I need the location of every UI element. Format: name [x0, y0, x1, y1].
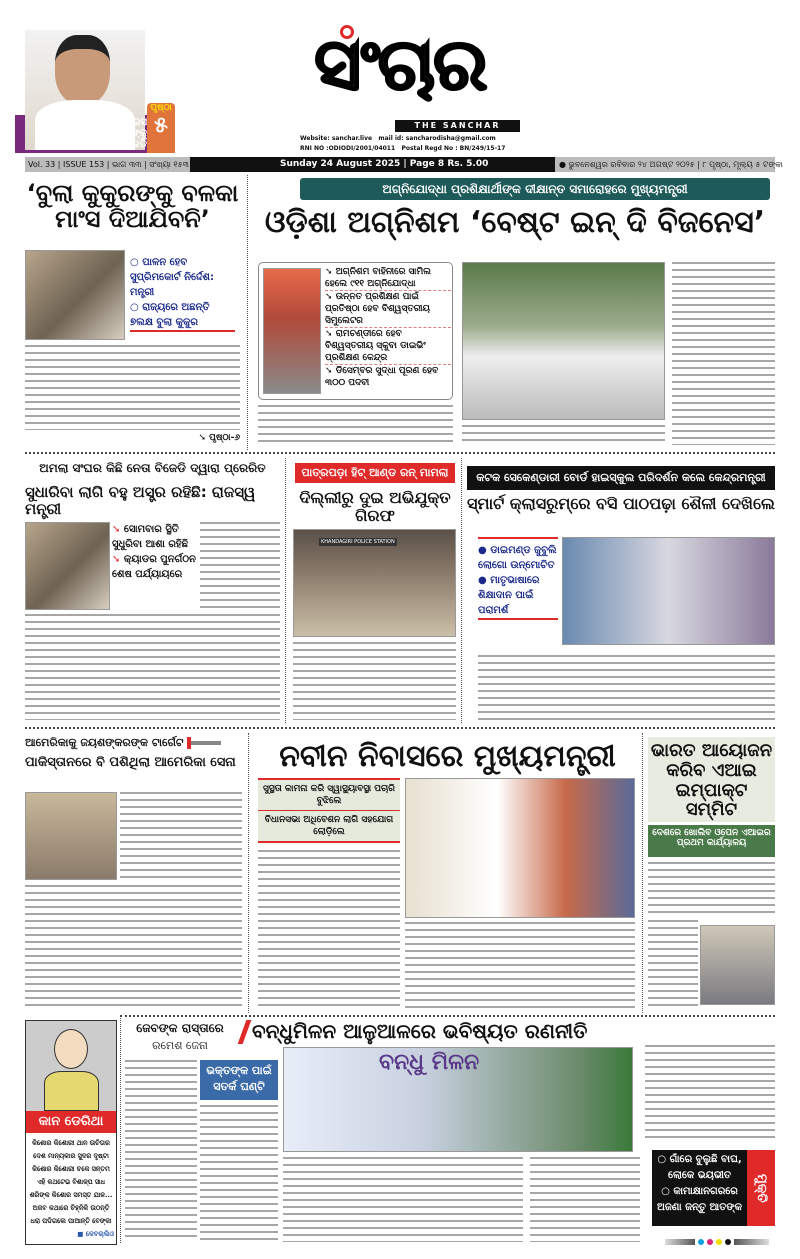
bullet-item: ○ କାମାକ୍ଷାନଗରରେ ଅଜଣା ଜନ୍ତୁ ଆତଙ୍କ: [656, 1186, 742, 1213]
bullet-item: ➘ ସୋମବାର ସ୍ଥିତି ସୁଧୁରିବା ଆଶା ରହିଛି: [112, 524, 189, 550]
story1-headline[interactable]: ‘ବୁଲା କୁକୁରଙ୍କୁ ବଳକା ମାଂସ ଦିଆଯିବନି’: [26, 179, 239, 234]
page-label: ପୃଷ୍ଠା: [150, 103, 172, 113]
bandhu-milan-photo: [283, 1047, 633, 1152]
chief-minister-photo: [263, 268, 321, 394]
verse-line: ଏହି କଥଟେଭ ବିଶାଳ୍ପ ସାଧ: [36, 1178, 106, 1186]
registration-line: [300, 145, 505, 152]
story3-body: [200, 522, 280, 610]
cartoon-credit: ■ କେବଲ୍ଲିଓ: [77, 1230, 114, 1238]
story5-body: [478, 655, 775, 720]
row-divider: [25, 727, 775, 729]
brief-label: ମୁକ୍ତି: [747, 1150, 775, 1226]
bhaga: ଭାଗ ୩୩: [112, 160, 142, 169]
bullet-item: ○ ଗାଁରେ ବୁଲୁଛି ବାଘ, ଲୋକେ ଭୟଭୀତ: [657, 1154, 742, 1181]
bullet-text: ଗାଁରେ ବୁଲୁଛି ବାଘ, ଲୋକେ ଭୟଭୀତ: [667, 1154, 742, 1181]
verse-line: ଧରା ପଡିଗଲେ ପାଆନ୍ତି ବେଙ୍କା: [30, 1217, 112, 1225]
email[interactable]: mail id: sancharodisha@gmail.com: [378, 135, 496, 142]
police-station-sign: KHANDAGIRI POLICE STATION: [321, 539, 395, 545]
column-divider: [642, 733, 643, 1013]
story6-headline[interactable]: ପାକିସ୍ତାନରେ ବି ପଶିଥିଲା ଆମେରିକା ସେନା: [25, 755, 236, 770]
naveen-meeting-photo: [405, 778, 635, 918]
story3-headline[interactable]: ସୁଧାରିବା ଲାଗି ବହୁ ଅସ୍ତ୍ର ରହିଛି: ରାଜସ୍ୱ ମନ୍ତ୍ରୀ: [25, 483, 256, 518]
cartoon-title: କାନ ଡେରିଥା: [26, 1111, 116, 1133]
bullet-item: ○ ପାଳନ ହେବ ସୁପ୍ରିମକୋର୍ଟ ନିର୍ଦ୍ଦେଶ: ମନ୍ତ୍ରୀ: [130, 257, 214, 298]
story2-bullets: [325, 266, 451, 389]
verse-line: କିଶୋର କିଶୋରୀ ଥାନ ଉଚିତାର: [32, 1139, 110, 1147]
story9-byline: ରମେଶ ଜେନା: [152, 1039, 208, 1052]
police-station-photo: [293, 529, 456, 637]
print-color-bar: [665, 1238, 775, 1246]
story5-kicker: କଟକ ସେକେଣ୍ଡାରୀ ବୋର୍ଡ ହାଇସ୍କୁଲ ପରିଦର୍ଶନ କଲେ କେନ୍ଦ୍ରମନ୍ତ୍ରୀ: [467, 466, 775, 490]
jaishankar-photo: [25, 792, 117, 880]
story5-bullets: [478, 537, 558, 620]
story6-body: [120, 792, 242, 880]
deck-line: ସୁସ୍ଥତା କାମନା କରି ସ୍ୱାସ୍ଥ୍ୟାବସ୍ଥା ପଚାରି ବୁଝିଲେ: [258, 780, 400, 811]
bullet-text: ଡିସେମ୍ବର ସୁଦ୍ଧା ପୂରଣ ହେବ ୩୦୦ ପଦବୀ: [325, 366, 439, 388]
odia-date: ଭୁବନେଶ୍ୱର ରବିବାର ୨୪ ଅଗଷ୍ଟ ୨୦୨୫: [568, 160, 695, 169]
bullet-text: ସୋମବାର ସ୍ଥିତି ସୁଧୁରିବା ଆଶା ରହିଛି: [112, 524, 189, 550]
continued-text: ପୃଷ୍ଠା-୬: [209, 433, 240, 443]
story2-body: [672, 262, 775, 445]
minister-photo: [25, 250, 125, 340]
contact-line: [300, 135, 496, 142]
column-divider: [461, 458, 462, 723]
bullet-text: କ୍ୟାଡର ପୁନର୍ଗଠନ ଶେଷ ପର୍ଯ୍ୟାୟରେ: [112, 554, 196, 580]
story9-kicker: ଜେବଙ୍କ ରାସ୍ତାରେ: [136, 1021, 224, 1035]
story8-body: [648, 920, 698, 1010]
bullet-text: ମାତୃଭାଷାରେ ଶିକ୍ଷାଦାନ ପାଇଁ ପରାମର୍ଶ: [478, 575, 540, 616]
cartoon-verse: [28, 1137, 114, 1241]
bullet-item: ➘ ରାମଚଣ୍ଡୀରେ ହେବ ବିଶ୍ୱସ୍ତରୀୟ ସ୍କୁବା ଡାଇଭିଂ ପ୍ରଶିକ୍ଷଣ କେନ୍ଦ୍ର: [325, 328, 451, 365]
rni-number: RNI NO :ODIODI/2001/04011: [300, 145, 396, 152]
kicker-text: ଆମେରିକାକୁ ଜୟଶଙ୍କରଙ୍କ ଟାର୍ଗେଟ: [25, 736, 184, 749]
verse-line: ଦେଶ ମାନ୍ୟକାର ସୁଦର ଦୃଷ୍ଟା: [33, 1152, 109, 1160]
story2-kicker: ଅଗ୍ନିଯୋଦ୍ଧା ପ୍ରଶିକ୍ଷାର୍ଥୀଙ୍କ ଦୀକ୍ଷାନ୍ତ ସମାରୋହରେ ମୁଖ୍ୟମନ୍ତ୍ରୀ: [300, 178, 770, 200]
story8-headline[interactable]: ଭାରତ ଆୟୋଜନ କରିବ ଏଆଇ ଇମ୍ପାକ୍ଟ ସମ୍ମିଟ: [648, 737, 775, 822]
bullet-text: କାମାକ୍ଷାନଗରରେ ଅଜଣା ଜନ୍ତୁ ଆତଙ୍କ: [656, 1186, 742, 1213]
story9-body: [283, 1157, 523, 1242]
story2-headline[interactable]: ଓଡ଼ିଶା ଅଗ୍ନିଶମ ‘ବେଷ୍ଟ ଇନ୍ ଦି ବିଜନେସ’: [264, 205, 766, 240]
row-divider: [25, 452, 775, 454]
story2-body: [258, 405, 453, 447]
issue: ISSUE 153: [63, 160, 105, 169]
cartoon-box: [25, 1020, 117, 1245]
row-divider: [120, 1015, 775, 1017]
date-bar: [25, 157, 783, 172]
column-divider: [247, 175, 248, 450]
verse-line: ଅଜବ କଥାରେ ଚିହ୍ନିକି ଉଠନ୍ତି: [32, 1204, 110, 1212]
story7-deck: [258, 778, 400, 843]
story9-body: [645, 1045, 775, 1140]
story3-body: [25, 614, 280, 720]
promo-page-box[interactable]: [147, 103, 175, 153]
promo-line: କଂଗ୍ରେସ ବିଧାୟକଙ୍କୁ: [99, 117, 147, 139]
banner-text: ବନ୍ଧୁ ମିଳନ: [379, 1050, 480, 1075]
bullet-text: ଉନ୍ନତ ପ୍ରଶିକ୍ଷଣ ପାଇଁ ପ୍ରତିଷ୍ଠା ହେବ ବିଶ୍ୱସ୍ତରୀୟ ସିମୁଲେଟର: [325, 292, 430, 326]
page-number: ୫: [154, 113, 168, 138]
issue-info: Vol. 33 | ISSUE 153 | ଭାଗ ୩୩ | ସଂଖ୍ୟା ୧୫୩: [25, 157, 190, 172]
story4-body: [293, 642, 456, 720]
story6-body: [25, 885, 242, 1010]
story9-body: [530, 1157, 640, 1242]
bullet-text: ରାମଚଣ୍ଡୀରେ ହେବ ବିଶ୍ୱସ୍ତରୀୟ ସ୍କୁବା ଡାଇଭିଂ ପ୍ରଶିକ୍ଷଣ କେନ୍ଦ୍ର: [325, 329, 426, 363]
bullet-text: ପାଳନ ହେବ ସୁପ୍ରିମକୋର୍ଟ ନିର୍ଦ୍ଦେଶ: ମନ୍ତ୍ରୀ: [130, 257, 214, 298]
volume: Vol. 33: [28, 160, 56, 169]
story2-inset: [258, 262, 453, 400]
page-count: ୮ ପୃଷ୍ଠା, ମୂଲ୍ୟ ୫ ଟଙ୍କା: [702, 160, 783, 169]
logo-dot: [340, 25, 354, 39]
logo-english: THE SANCHAR: [395, 120, 520, 132]
story9-headline[interactable]: ବନ୍ଧୁମିଳନ ଆଳୁଆଳରେ ଭବିଷ୍ୟତ ରଣନୀତି: [252, 1019, 588, 1043]
bullet-item: ➘ କ୍ୟାଡର ପୁନର୍ଗଠନ ଶେଷ ପର୍ଯ୍ୟାୟରେ: [112, 554, 196, 580]
column-divider: [285, 458, 286, 723]
bullet-item: ● ଡାଇମଣ୍ଡ ଜୁବୁଲି ଲୋଗୋ ଉନ୍ମୋଚିତ: [478, 545, 557, 571]
story8-deck: ଦେଶରେ ଖୋଲିବ ଓପେନ ଏଆଇର ପ୍ରଥମ କାର୍ଯ୍ୟାଳୟ: [648, 825, 775, 857]
credit-text: କେବଲ୍ଲିଓ: [85, 1230, 114, 1238]
story4-headline[interactable]: ଦିଲ୍ଲୀରୁ ଦୁଇ ଅଭିଯୁକ୍ତ ଗିରଫ: [299, 488, 451, 525]
bullet-item: ● ମାତୃଭାଷାରେ ଶିକ୍ଷାଦାନ ପାଇଁ ପରାମର୍ଶ: [478, 573, 558, 620]
bullet-text: ଅଗ୍ନିଶମ ବାହିନୀରେ ସାମିଲ ହେଲେ ୯୧୧ ଅଗ୍ନିଯୋଦ୍ଧା: [325, 267, 432, 289]
story7-headline[interactable]: ନବୀନ ନିବାସରେ ମୁଖ୍ୟମନ୍ତ୍ରୀ: [279, 739, 616, 774]
bullet-item: ○ ରାଜ୍ୟରେ ଅଛନ୍ତି ୭ଲକ୍ଷ ବୁଲା କୁକୁର: [130, 300, 235, 332]
logo: ସଂଚାର: [314, 22, 486, 106]
deck-line: ବିଧାନସଭା ଅଧିବେଶନ ଲାଗି ସହଯୋଗ ଲୋଡ଼ିଲେ: [264, 815, 394, 837]
verse-line: କିଶୋର କିଶୋରୀ ଚକେ ସନ୍ତମ: [32, 1165, 110, 1173]
story6-kicker: [25, 737, 245, 749]
story2-body: [462, 425, 665, 445]
story9-body: [200, 1105, 278, 1240]
story7-body: [405, 922, 635, 1010]
story1-body: [25, 345, 240, 430]
classroom-photo: [562, 537, 775, 645]
continued-marker[interactable]: ➘ ପୃଷ୍ଠା-୬: [198, 433, 240, 443]
bullet-item: ➘ ଡିସେମ୍ବର ସୁଦ୍ଧା ପୂରଣ ହେବ ୩୦୦ ପଦବୀ: [325, 366, 439, 388]
story3-bullets: [112, 522, 197, 582]
revenue-minister-photo: [25, 522, 110, 610]
bullet-text: ରାଜ୍ୟରେ ଅଛନ୍ତି ୭ଲକ୍ଷ ବୁଲା କୁକୁର: [130, 302, 210, 328]
verse-line: ଶରିଙ୍କ କିଶୋର ସମସ୍ତ ଯାଳ...: [29, 1191, 113, 1199]
story9-body: [125, 1060, 197, 1240]
brief-box[interactable]: [652, 1150, 747, 1226]
cartoon-illustration: [26, 1021, 116, 1111]
bullet-text: ଡାଇମଣ୍ଡ ଜୁବୁଲି ଲୋଗୋ ଉନ୍ମୋଚିତ: [478, 545, 557, 571]
story4-kicker: ପାତ୍ରପଡ଼ା ହିଟ୍ ଆଣ୍ଡ ରନ୍ ମାମଲା: [295, 463, 455, 483]
story3-kicker: ଅମଲା ସଂଘର କିଛି ନେତା ବିଜେଡି ଦ୍ୱାରା ପ୍ରେରିତ: [39, 461, 266, 475]
column-divider: [248, 733, 249, 1013]
odia-date-info: ● ଭୁବନେଶ୍ୱର ରବିବାର ୨୪ ଅଗଷ୍ଟ ୨୦୨୫ | ୮ ପୃଷ୍ଠା, ମୂଲ୍ୟ ୫ ଟଙ୍କା: [555, 157, 775, 172]
slash-accent: [238, 1020, 252, 1044]
column-divider: [120, 1018, 121, 1243]
story8-body: [648, 862, 775, 917]
fire-vehicle-photo: [462, 262, 665, 420]
website[interactable]: Website: sanchar.live: [300, 135, 373, 142]
story9-sidebox: ଭକ୍ତଙ୍କ ପାଇଁ ସତର୍କ ଘଣ୍ଟି: [200, 1060, 278, 1100]
vaishnaw-photo: [700, 925, 775, 1005]
promo-text[interactable]: [75, 117, 147, 150]
date-price: Sunday 24 August 2025 | Page 8 Rs. 5.00: [280, 159, 489, 169]
bullet-item: ➘ ଉନ୍ନତ ପ୍ରଶିକ୍ଷଣ ପାଇଁ ପ୍ରତିଷ୍ଠା ହେବ ବିଶ୍ୱସ୍ତରୀୟ ସିମୁଲେଟର: [325, 291, 451, 328]
postal-regd: Postal Regd No : BN/249/15-17: [401, 145, 506, 152]
bullet-item: ➘ ଅଗ୍ନିଶମ ବାହିନୀରେ ସାମିଲ ହେଲେ ୯୧୧ ଅଗ୍ନିଯୋଦ୍ଧା: [325, 266, 451, 291]
sankhya: ସଂଖ୍ୟା ୧୫୩: [149, 160, 189, 169]
story1-bullets: [130, 255, 235, 332]
promo-line: ବାନ୍ଧିଲା ଇଡି: [96, 139, 147, 150]
story5-headline[interactable]: ସ୍ମାର୍ଟ କ୍ଲାସରୁମ୍‌ରେ ବସି ପାଠପଢ଼ା ଶୈଳୀ ଦେଖିଲେ: [467, 494, 775, 513]
story7-body: [258, 850, 400, 1010]
